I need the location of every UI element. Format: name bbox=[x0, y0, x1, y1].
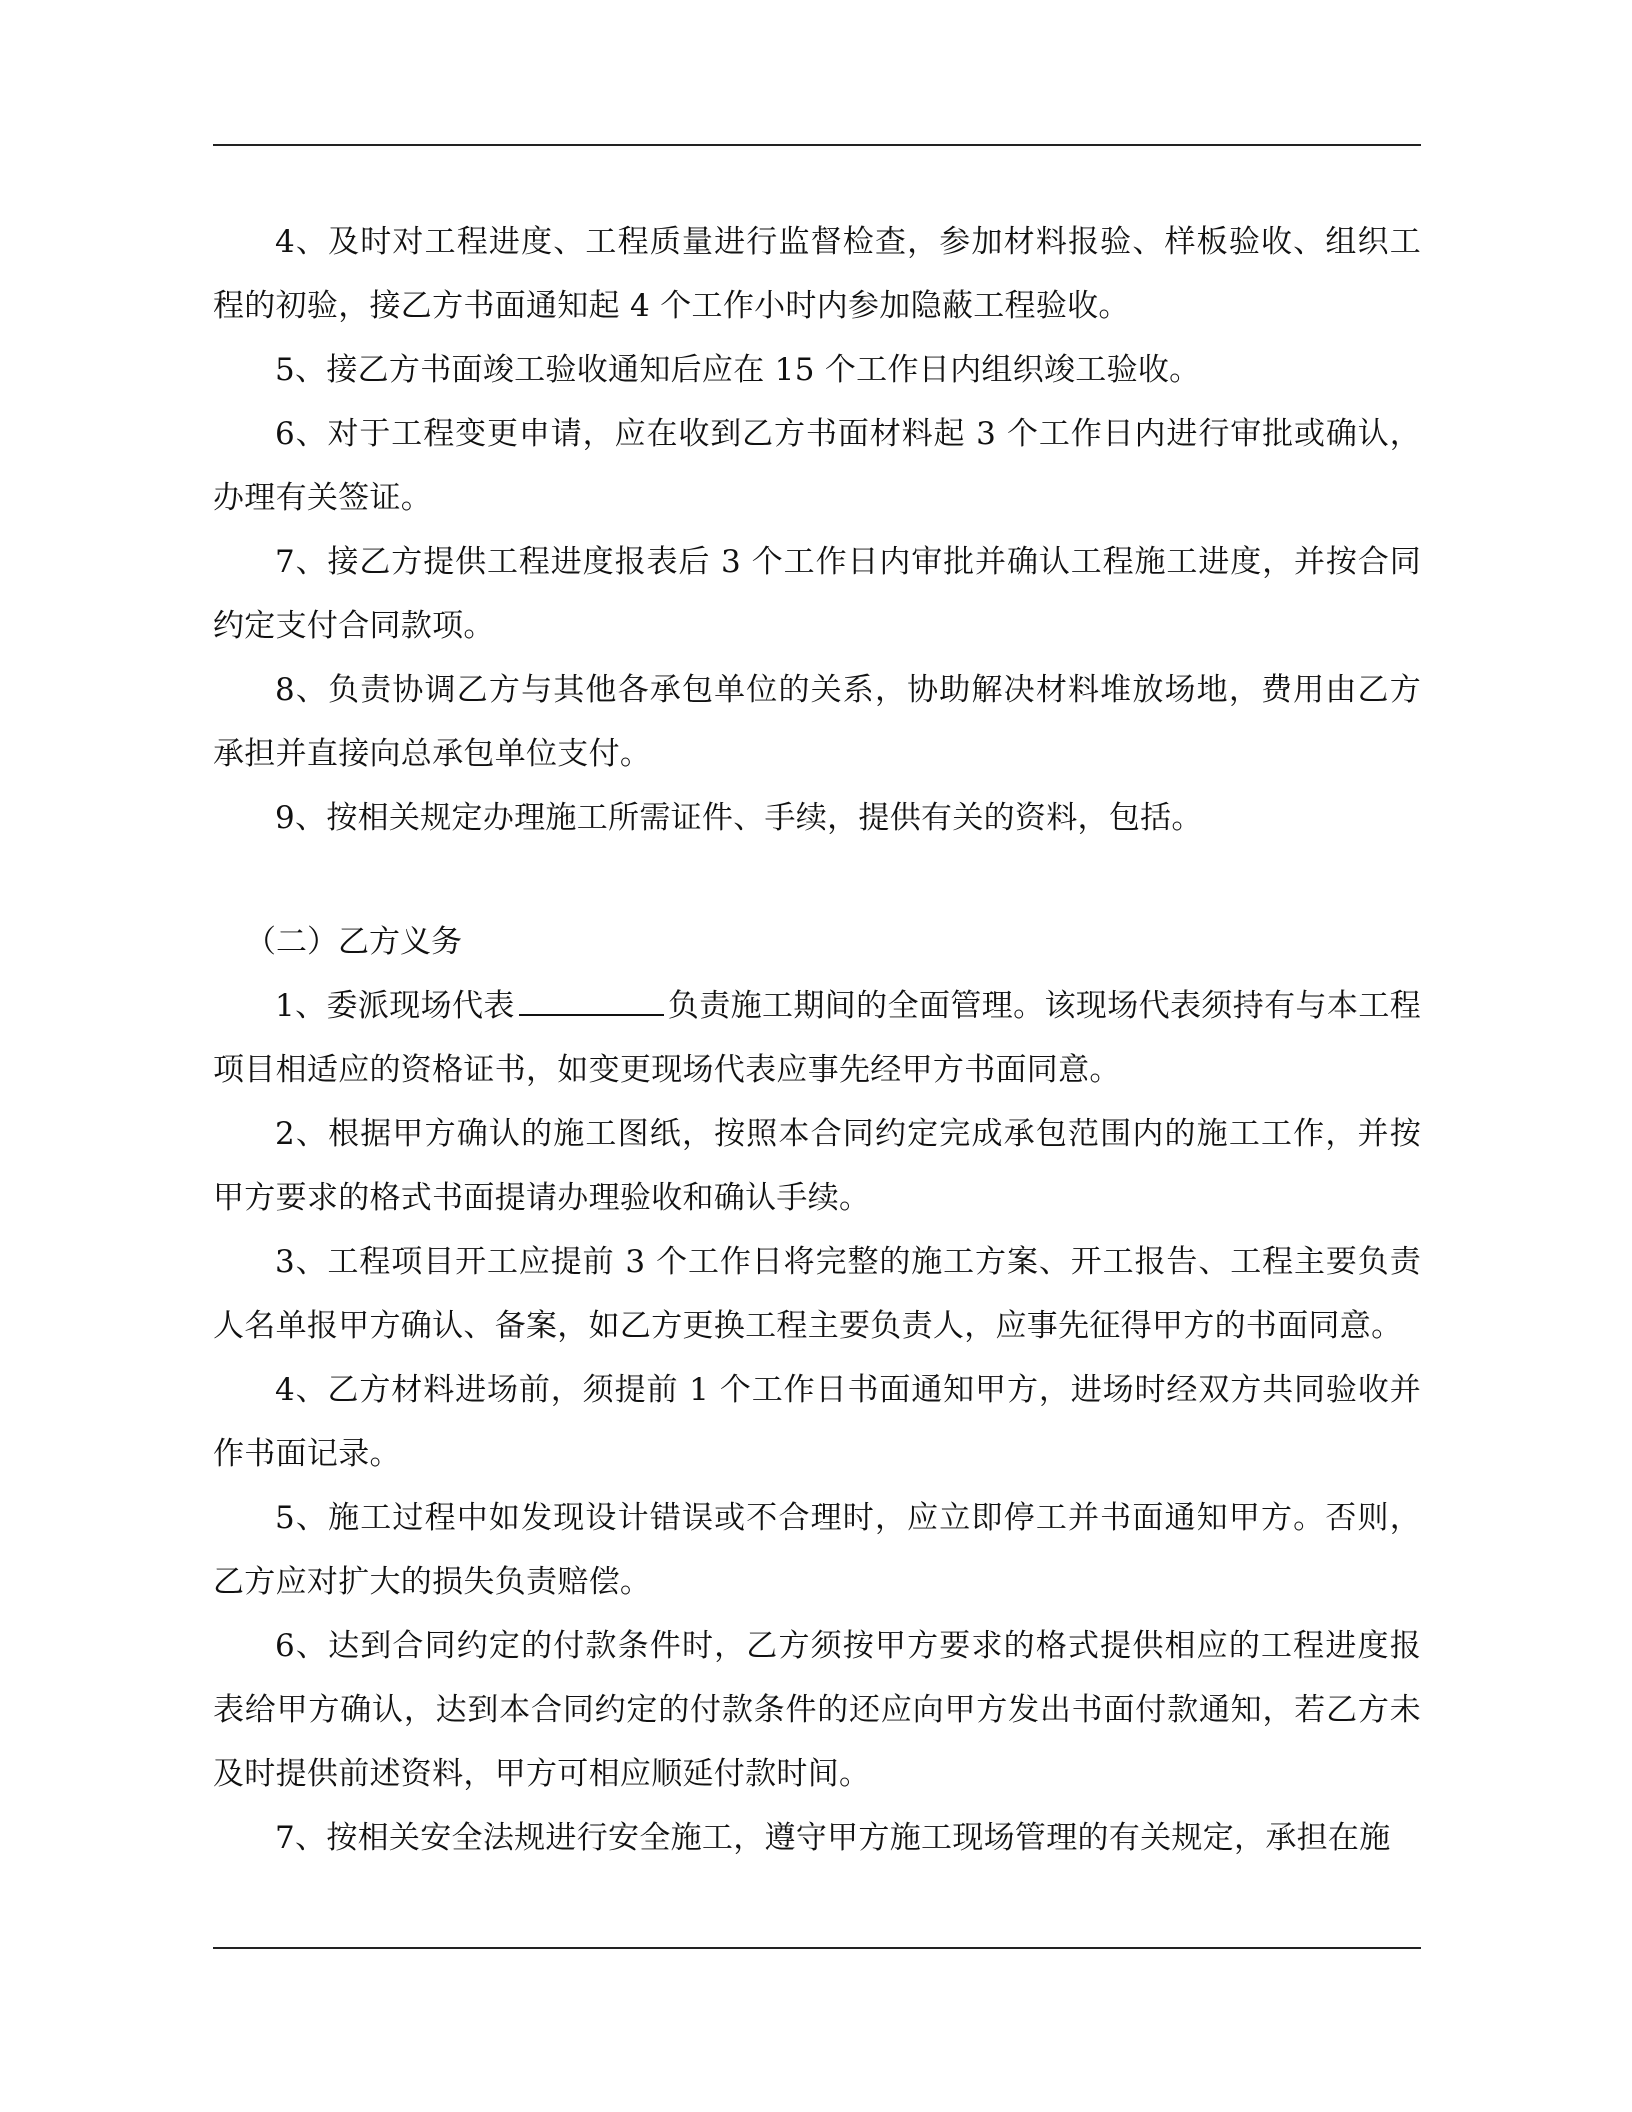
party-a-item-7: 7、接乙方提供工程进度报表后 3 个工作日内审批并确认工程施工进度，并按合同约定支付合同款项。 bbox=[213, 544, 1421, 644]
party-b-item-4: 4、乙方材料进场前，须提前 1 个工作日书面通知甲方，进场时经双方共同验收并作书面记录。 bbox=[213, 1372, 1421, 1472]
party-b-item-3: 3、工程项目开工应提前 3 个工作日将完整的施工方案、开工报告、工程主要负责人名单报甲方确认、备案，如乙方更换工程主要负责人，应事先征得甲方的书面同意。 bbox=[213, 1244, 1421, 1344]
representative-name-blank bbox=[519, 984, 664, 1016]
party-b-item-1-rest: 负责施工期间的全面管理。该现场代表须持有与本工程项目相适应的资格证书，如变更现场代表应事先经甲方书面同意。 bbox=[213, 988, 1421, 1088]
party-a-item-8: 8、负责协调乙方与其他各承包单位的关系，协助解决材料堆放场地，费用由乙方承担并直接向总承包单位支付。 bbox=[213, 672, 1421, 772]
party-a-item-9: 9、按相关规定办理施工所需证件、手续，提供有关的资料，包括。 bbox=[275, 800, 1203, 836]
party-b-item-7: 7、按相关安全法规进行安全施工，遵守甲方施工现场管理的有关规定，承担在施 bbox=[275, 1820, 1391, 1856]
party-b-item-2: 2、根据甲方确认的施工图纸，按照本合同约定完成承包范围内的施工工作，并按甲方要求的格式书面提请办理验收和确认手续。 bbox=[213, 1116, 1421, 1216]
header-rule bbox=[213, 144, 1421, 146]
party-b-item-1 bbox=[213, 974, 1421, 1102]
footer-rule bbox=[213, 1947, 1421, 1949]
party-a-item-6: 6、对于工程变更申请，应在收到乙方书面材料起 3 个工作日内进行审批或确认，办理有关签证。 bbox=[213, 416, 1421, 516]
section-heading-party-b: （二）乙方义务 bbox=[245, 924, 462, 960]
party-b-item-5: 5、施工过程中如发现设计错误或不合理时，应立即停工并书面通知甲方。否则，乙方应对扩大的损失负责赔偿。 bbox=[213, 1500, 1421, 1600]
party-a-item-5: 5、接乙方书面竣工验收通知后应在 15 个工作日内组织竣工验收。 bbox=[275, 352, 1201, 388]
party-b-item-6: 6、达到合同约定的付款条件时，乙方须按甲方要求的格式提供相应的工程进度报表给甲方确认，达到本合同约定的付款条件的还应向甲方发出书面付款通知，若乙方未及时提供前述资料，甲方可相应顺延付款时间。 bbox=[213, 1628, 1421, 1792]
party-b-item-1-lead: 1、委派现场代表 bbox=[275, 988, 515, 1024]
document-body bbox=[213, 210, 1421, 1870]
party-a-item-4: 4、及时对工程进度、工程质量进行监督检查，参加材料报验、样板验收、组织工程的初验，接乙方书面通知起 4 个工作小时内参加隐蔽工程验收。 bbox=[213, 224, 1421, 324]
